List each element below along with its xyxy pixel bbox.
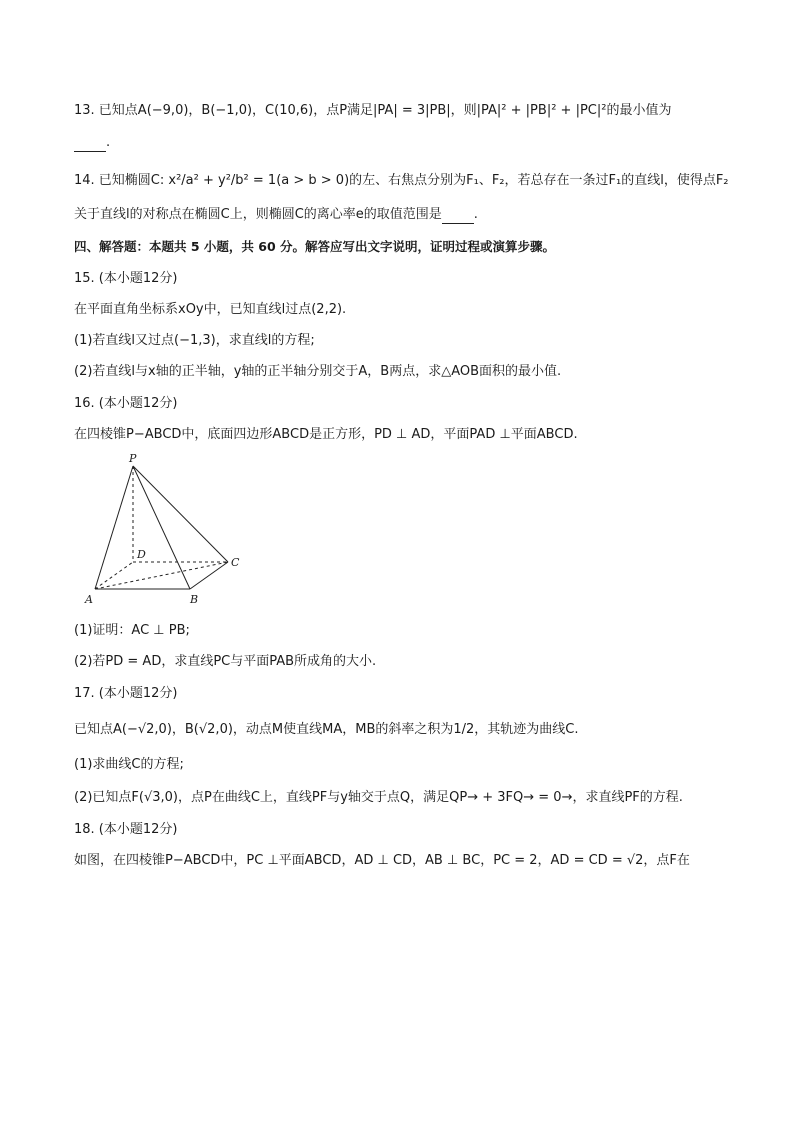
label-a: A (85, 593, 93, 606)
q18-stem: 如图，在四棱锥P−ABCD中，PC ⊥平面ABCD，AD ⊥ CD，AB ⊥ BC，PC = 2，AD = CD = √2，点F在 (74, 853, 690, 868)
q16-stem: 在四棱锥P−ABCD中，底面四边形ABCD是正方形，PD ⊥ AD，平面PAD ⊥平面ABCD. (74, 427, 578, 442)
q17-part2: (2)已知点F(√3,0)，点P在曲线C上，直线PF与y轴交于点Q，满足QP→ + 3FQ→ = 0→，求直线PF的方程. (74, 790, 683, 805)
q18-header: 18. (本小题12分) (74, 822, 178, 837)
label-c: C (231, 556, 240, 569)
answer-blank (442, 209, 474, 224)
q13-line2 (74, 134, 724, 152)
label-p: P (129, 452, 137, 465)
q14-line2-text: 关于直线l的对称点在椭圆C上，则椭圆C的离心率e的取值范围是 (74, 207, 442, 222)
q14-line1: 14. 已知椭圆C: x²/a² + y²/b² = 1(a > b > 0)的左、右焦点分别为F₁、F₂，若总存在一条过F₁的直线l，使得点F₂ (74, 173, 729, 188)
q16-part1: (1)证明：AC ⊥ PB; (74, 623, 190, 638)
q15-part1: (1)若直线l又过点(−1,3)，求直线l的方程; (74, 333, 315, 348)
label-d: D (137, 548, 146, 561)
pyramid-figure (80, 452, 250, 610)
answer-blank (74, 137, 106, 152)
q15-stem: 在平面直角坐标系xOy中，已知直线l过点(2,2). (74, 302, 347, 317)
q16-part2: (2)若PD = AD，求直线PC与平面PAB所成角的大小. (74, 654, 377, 669)
q17-stem: 已知点A(−√2,0)，B(√2,0)，动点M使直线MA，MB的斜率之积为1/2，其轨迹为曲线C. (74, 722, 579, 737)
edge-pb (133, 466, 190, 589)
edge-pc (133, 466, 228, 562)
edge-pa (95, 466, 133, 589)
edge-ac (95, 562, 228, 589)
q17-header: 17. (本小题12分) (74, 686, 178, 701)
label-b: B (190, 593, 199, 606)
q17-part1: (1)求曲线C的方程; (74, 757, 184, 772)
section-heading: 四、解答题：本题共 5 小题，共 60 分。解答应写出文字说明，证明过程或演算步骤。 (74, 239, 556, 254)
q13-line2-end: . (106, 135, 111, 150)
q13-line1: 13. 已知点A(−9,0)，B(−1,0)，C(10,6)，点P满足|PA| = 3|PB|，则|PA|² + |PB|² + |PC|²的最小值为 (74, 103, 672, 118)
q15-header: 15. (本小题12分) (74, 271, 178, 286)
q14-line2 (74, 206, 724, 224)
q15-part2: (2)若直线l与x轴的正半轴，y轴的正半轴分别交于A，B两点，求△AOB面积的最小值. (74, 364, 562, 379)
q16-header: 16. (本小题12分) (74, 396, 178, 411)
q14-line2-end: . (473, 207, 478, 222)
